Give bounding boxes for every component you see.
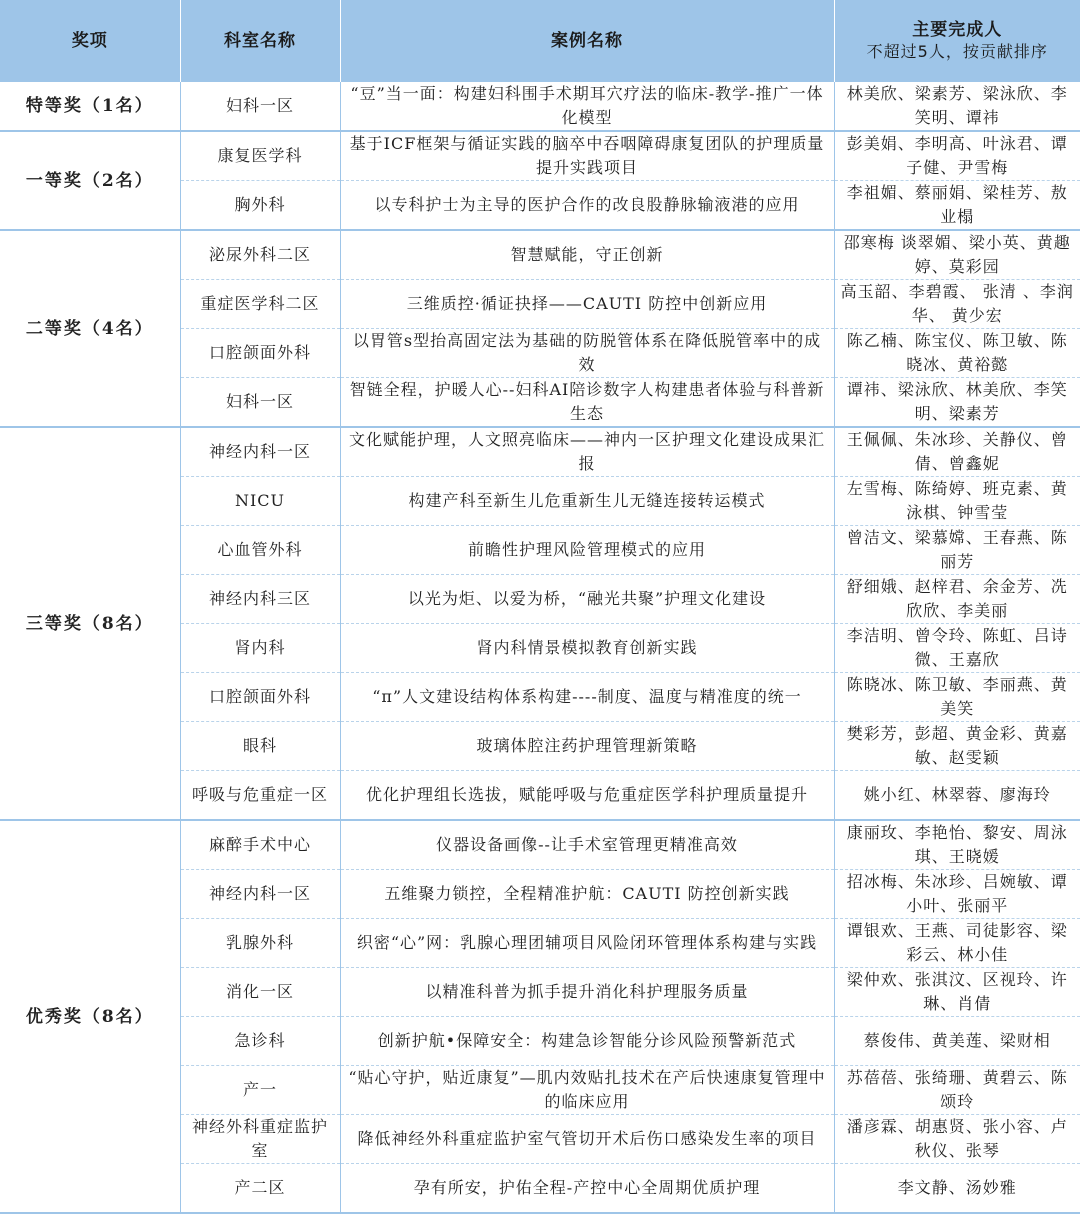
people-cell: 谭银欢、王燕、司徒影容、梁彩云、林小佳	[834, 919, 1080, 968]
case-cell: 玻璃体腔注药护理管理新策略	[340, 722, 834, 771]
case-cell: 基于ICF框架与循证实践的脑卒中吞咽障碍康复团队的护理质量提升实践项目	[340, 131, 834, 181]
department-cell: 神经内科一区	[180, 870, 340, 919]
case-cell: 以胃管s型抬高固定法为基础的防脱管体系在降低脱管率中的成效	[340, 329, 834, 378]
table-row	[0, 82, 1080, 131]
people-cell: 康丽玫、李艳怡、黎安、周泳琪、王晓媛	[834, 820, 1080, 870]
people-cell: 彭美娟、李明高、叶泳君、谭子健、尹雪梅	[834, 131, 1080, 181]
department-cell: 心血管外科	[180, 526, 340, 575]
people-cell: 曾洁文、梁慕嫦、王春燕、陈丽芳	[834, 526, 1080, 575]
department-cell: 产一	[180, 1066, 340, 1115]
people-cell: 李祖媚、蔡丽娟、梁桂芳、敖业榻	[834, 181, 1080, 231]
table-header	[0, 0, 1080, 82]
award-level-cell: 一等奖（2名）	[0, 131, 180, 230]
department-cell: 泌尿外科二区	[180, 230, 340, 280]
case-cell: 智链全程，护暖人心--妇科AI陪诊数字人构建患者体验与科普新生态	[340, 378, 834, 428]
department-cell: 神经内科一区	[180, 427, 340, 477]
department-cell: 康复医学科	[180, 131, 340, 181]
people-cell: 邵寒梅 谈翠媚、梁小英、黄趣婷、莫彩园	[834, 230, 1080, 280]
department-cell: 呼吸与危重症一区	[180, 771, 340, 821]
case-cell: “π”人文建设结构体系构建----制度、温度与精准度的统一	[340, 673, 834, 722]
department-cell: 神经内科三区	[180, 575, 340, 624]
table-row	[0, 230, 1080, 280]
people-cell: 苏蓓蓓、张绮珊、黄碧云、陈颂玲	[834, 1066, 1080, 1115]
people-cell: 姚小红、林翠蓉、廖海玲	[834, 771, 1080, 821]
people-cell: 樊彩芳，彭超、黄金彩、黄嘉敏、赵雯颖	[834, 722, 1080, 771]
department-cell: 麻醉手术中心	[180, 820, 340, 870]
table-body	[0, 82, 1080, 1213]
header-people-subtitle: 不超过5人，按贡献排序	[866, 42, 1048, 61]
case-cell: 降低神经外科重症监护室气管切开术后伤口感染发生率的项目	[340, 1115, 834, 1164]
case-cell: “豆”当一面：构建妇科围手术期耳穴疗法的临床-教学-推广一体化模型	[340, 82, 834, 131]
case-cell: 仪器设备画像--让手术室管理更精准高效	[340, 820, 834, 870]
case-cell: 前瞻性护理风险管理模式的应用	[340, 526, 834, 575]
people-cell: 林美欣、梁素芳、梁泳欣、李笑明、谭祎	[834, 82, 1080, 131]
people-cell: 李洁明、曾令玲、陈虹、吕诗微、王嘉欣	[834, 624, 1080, 673]
case-cell: 构建产科至新生儿危重新生儿无缝连接转运模式	[340, 477, 834, 526]
people-cell: 陈乙楠、陈宝仪、陈卫敏、陈晓冰、黄裕懿	[834, 329, 1080, 378]
people-cell: 李文静、汤妙雅	[834, 1164, 1080, 1214]
case-cell: 优化护理组长选拔，赋能呼吸与危重症医学科护理质量提升	[340, 771, 834, 821]
header-people-title: 主要完成人	[912, 20, 1003, 40]
department-cell: 口腔颌面外科	[180, 673, 340, 722]
department-cell: 神经外科重症监护室	[180, 1115, 340, 1164]
department-cell: 口腔颌面外科	[180, 329, 340, 378]
header-award: 奖项	[0, 0, 180, 82]
case-cell: 创新护航•保障安全：构建急诊智能分诊风险预警新范式	[340, 1017, 834, 1066]
department-cell: 消化一区	[180, 968, 340, 1017]
people-cell: 王佩佩、朱冰珍、关静仪、曾倩、曾鑫妮	[834, 427, 1080, 477]
case-cell: 智慧赋能，守正创新	[340, 230, 834, 280]
table-row	[0, 820, 1080, 870]
header-case: 案例名称	[340, 0, 834, 82]
case-cell: 五维聚力锁控，全程精准护航：CAUTI 防控创新实践	[340, 870, 834, 919]
people-cell: 谭祎、梁泳欣、林美欣、李笑明、梁素芳	[834, 378, 1080, 428]
case-cell: 织密“心”网：乳腺心理团辅项目风险闭环管理体系构建与实践	[340, 919, 834, 968]
department-cell: 急诊科	[180, 1017, 340, 1066]
people-cell: 潘彦霖、胡惠贤、张小容、卢秋仪、张琴	[834, 1115, 1080, 1164]
people-cell: 高玉韶、李碧霞、 张清 、李润华、 黄少宏	[834, 280, 1080, 329]
department-cell: 乳腺外科	[180, 919, 340, 968]
case-cell: 肾内科情景模拟教育创新实践	[340, 624, 834, 673]
department-cell: 产二区	[180, 1164, 340, 1214]
people-cell: 梁仲欢、张淇汶、区视玲、许琳、肖倩	[834, 968, 1080, 1017]
department-cell: NICU	[180, 477, 340, 526]
header-department: 科室名称	[180, 0, 340, 82]
department-cell: 妇科一区	[180, 82, 340, 131]
case-cell: 文化赋能护理，人文照亮临床——神内一区护理文化建设成果汇报	[340, 427, 834, 477]
header-people	[834, 0, 1080, 82]
people-cell: 招冰梅、朱冰珍、吕婉敏、谭小叶、张丽平	[834, 870, 1080, 919]
case-cell: 以专科护士为主导的医护合作的改良股静脉输液港的应用	[340, 181, 834, 231]
department-cell: 重症医学科二区	[180, 280, 340, 329]
case-cell: 以光为炬、以爱为桥，“融光共聚”护理文化建设	[340, 575, 834, 624]
table-row	[0, 131, 1080, 181]
department-cell: 肾内科	[180, 624, 340, 673]
department-cell: 眼科	[180, 722, 340, 771]
department-cell: 胸外科	[180, 181, 340, 231]
department-cell: 妇科一区	[180, 378, 340, 428]
award-level-cell: 优秀奖（8名）	[0, 820, 180, 1213]
award-level-cell: 三等奖（8名）	[0, 427, 180, 820]
case-cell: 孕有所安，护佑全程-产控中心全周期优质护理	[340, 1164, 834, 1214]
case-cell: 以精准科普为抓手提升消化科护理服务质量	[340, 968, 834, 1017]
people-cell: 左雪梅、陈绮婷、班克素、黄泳棋、钟雪莹	[834, 477, 1080, 526]
people-cell: 陈晓冰、陈卫敏、李丽燕、黄美笑	[834, 673, 1080, 722]
case-cell: 三维质控·循证抉择——CAUTI 防控中创新应用	[340, 280, 834, 329]
table-row	[0, 427, 1080, 477]
award-level-cell: 特等奖（1名）	[0, 82, 180, 131]
people-cell: 舒细娥、赵梓君、余金芳、冼欣欣、李美丽	[834, 575, 1080, 624]
case-cell: “贴心守护，贴近康复”—肌内效贴扎技术在产后快速康复管理中的临床应用	[340, 1066, 834, 1115]
people-cell: 蔡俊伟、黄美莲、梁财相	[834, 1017, 1080, 1066]
award-level-cell: 二等奖（4名）	[0, 230, 180, 427]
